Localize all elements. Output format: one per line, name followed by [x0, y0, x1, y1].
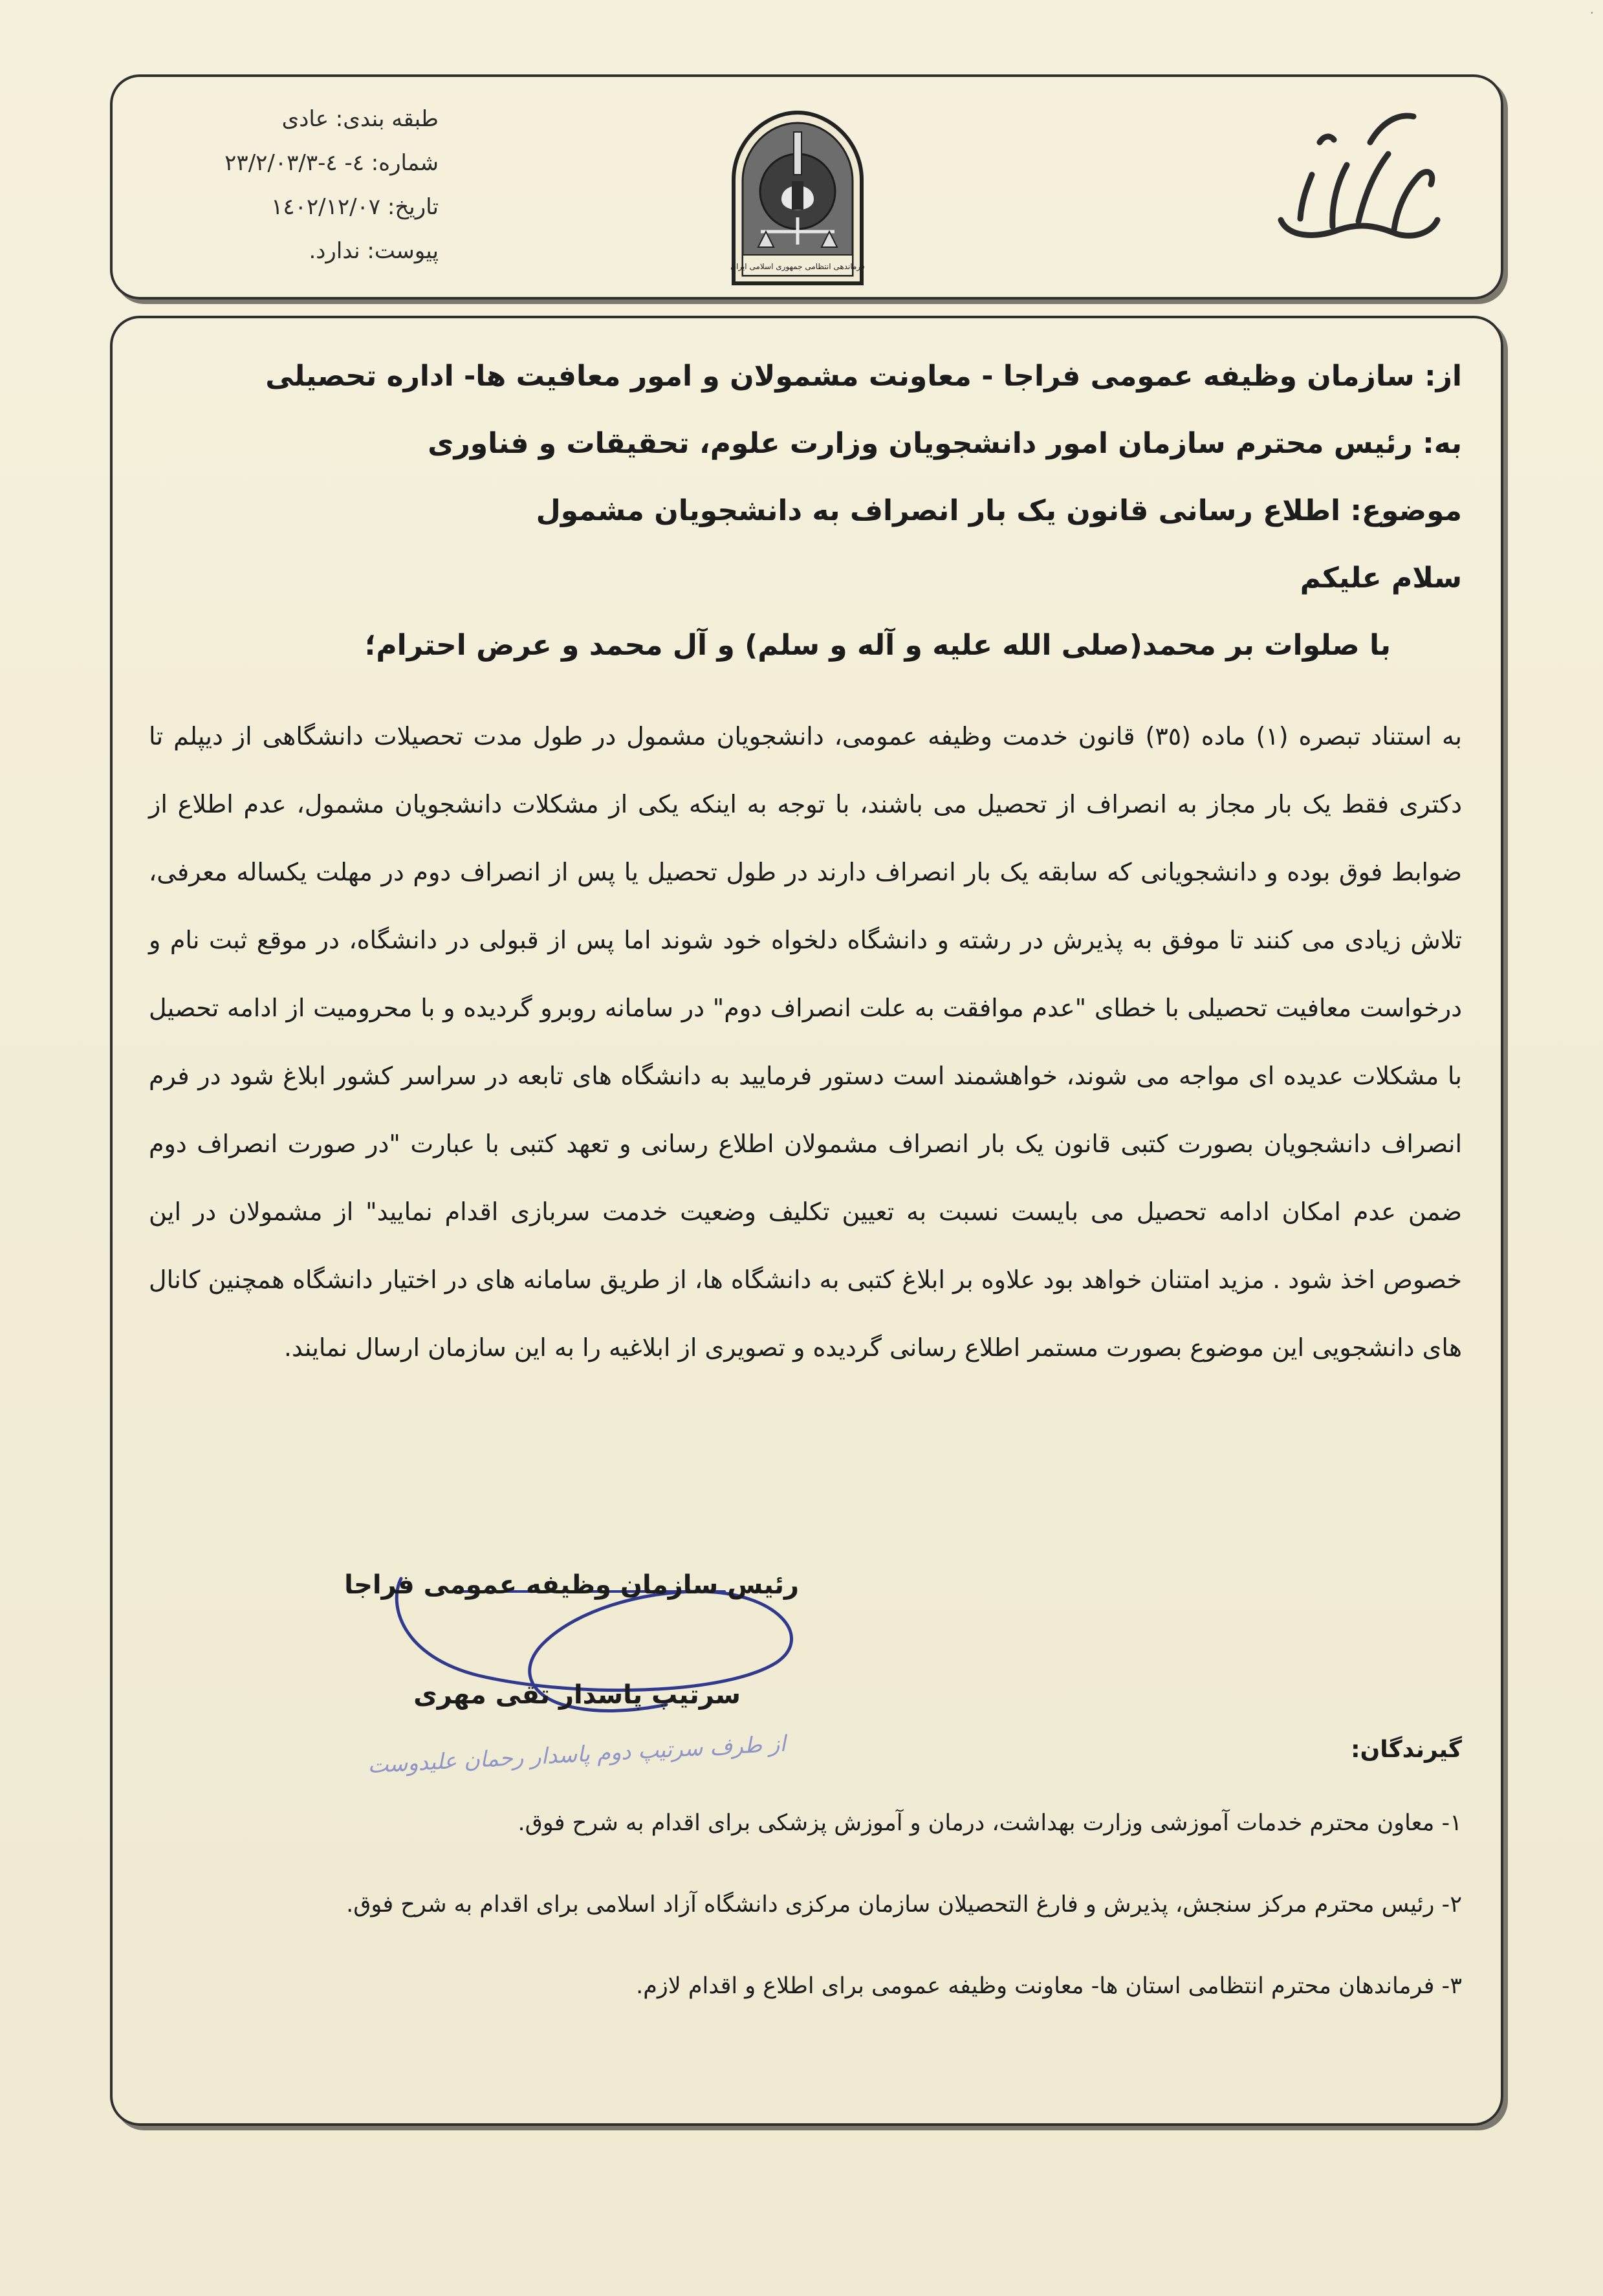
letter-subject: موضوع: اطلاع رسانی قانون یک بار انصراف به دانشجویان مشمول [536, 494, 1462, 527]
classification-field: طبقه بندی: عادی [281, 106, 439, 132]
basmala-calligraphy [1261, 97, 1456, 265]
letter-salutation: با صلوات بر محمد(صلی الله علیه و آله و سلم) و آل محمد و عرض احترام؛ [364, 629, 1391, 662]
letter-content [142, 343, 1462, 1382]
recipients-title: گیرندگان: [1351, 1736, 1462, 1763]
recipient-item: ١- معاون محترم خدمات آموزشی وزارت بهداشت، درمان و آموزش پزشکی برای اقدام به شرح فوق. [518, 1810, 1462, 1836]
recipients-list [149, 1782, 1462, 2027]
attachment-field: پیوست: ندارد. [309, 238, 439, 264]
letter-from: از: سازمان وظیفه عمومی فراجا - معاونت مشمولان و امور معافیت ها- اداره تحصیلی [265, 360, 1462, 393]
corner-mark: · [1589, 5, 1594, 21]
on-behalf-note: از طرف سرتیپ دوم پاسدار رحمان علیدوست [367, 1731, 787, 1779]
police-emblem [727, 109, 868, 287]
letter-body-paragraph: به استناد تبصره (١) ماده (٣٥) قانون خدمت وظیفه عمومی، دانشجویان مشمول در طول مدت تحصیلات دانشگاهی از دیپلم تا دکتری فقط یک بار مجاز به انصراف از تحصیل می باشند، با توجه به اینکه یکی از مشکلات دانشجویان مشمول، عدم اطلاع از ضوابط فوق بوده و دانشجویانی که سابقه یک بار انصراف دارند در طول تحصیل یا پس از انصراف دوم در مهلت یکساله معرفی، تلاش زیادی می کنند تا موفق به پذیرش در رشته و دانشگاه دلخواه خود شوند اما پس از قبولی در دانشگاه، در موقع ثبت نام و درخواست معافیت تحصیلی با خطای "عدم موافقت به علت انصراف دوم" در سامانه روبرو گردیده و با محرومیت از ادامه تحصیل با مشکلات عدیده ای مواجه می شوند، خواهشمند است دستور فرمایید به دانشگاه های تابعه در سراسر کشور ابلاغ شود در فرم انصراف دانشجویان بصورت کتبی قانون یک بار انصراف مشمولان اطلاع رسانی و تعهد کتبی با عبارت "در صورت انصراف دوم ضمن عدم امکان ادامه تحصیل می بایست نسبت به تعیین تکلیف وضعیت خدمت سربازی اقدام نمایید" از مشمولان در این خصوص اخذ شود . مزید امتنان خواهد بود علاوه بر ابلاغ کتبی به دانشگاه ها، از طریق سامانه های در اختیار دانشگاه همچنین کانال های دانشجویی این موضوع بصورت مستمر اطلاع رسانی گردیده و تصویری از ابلاغیه را به این سازمان ارسال نمایند. [149, 722, 1463, 1362]
recipients-section [149, 1724, 1462, 2027]
letter-greeting: سلام علیکم [1300, 562, 1462, 595]
letter-date-field: تاریخ: ١٤٠٢/١٢/٠٧ [271, 194, 439, 220]
letter-number-field: شماره: ٤- ٤-٢٣/٢/٠٣/٣ [224, 150, 439, 176]
letter-metadata [76, 97, 439, 273]
emblem-caption: فرماندهی انتظامی جمهوری اسلامی ایران [730, 262, 865, 271]
recipient-item: ٣- فرماندهان محترم انتظامی استان ها- معاونت وظیفه عمومی برای اطلاع و اقدام لازم. [636, 1973, 1462, 1999]
signatory-name: سرتیپ پاسدار تقی مهری [413, 1680, 741, 1710]
signatory-title: رئیس سازمان وظیفه عمومی فراجا [344, 1570, 799, 1600]
recipient-item: ٢- رئیس محترم مرکز سنجش، پذیرش و فارغ التحصیلان سازمان مرکزی دانشگاه آزاد اسلامی برای اقدام به شرح فوق. [346, 1892, 1462, 1918]
letter-to: به: رئیس محترم سازمان امور دانشجویان وزارت علوم، تحقیقات و فناوری [428, 427, 1462, 460]
